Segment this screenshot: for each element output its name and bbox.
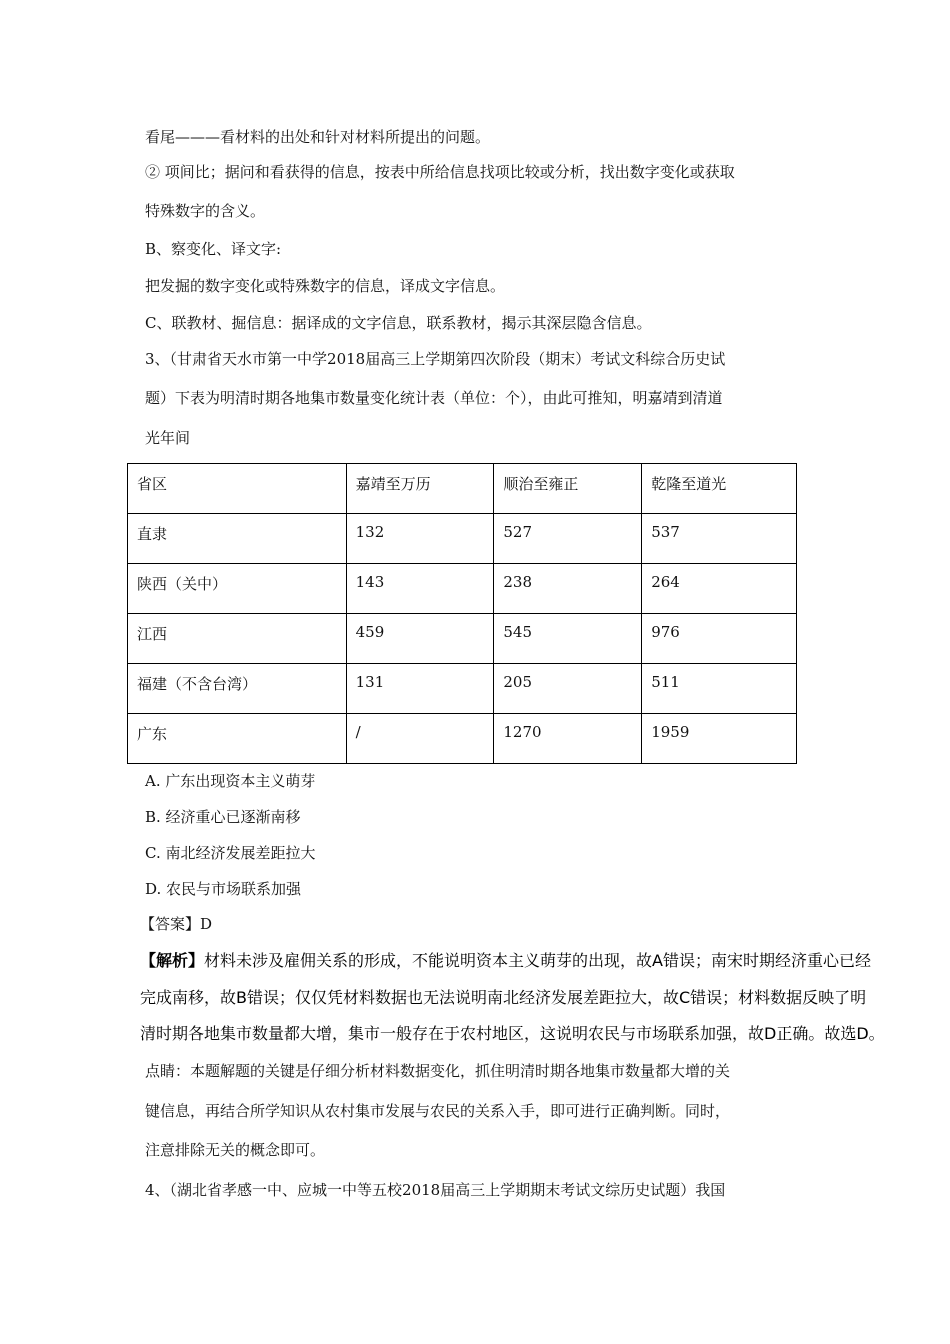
table-cell: / — [346, 714, 494, 764]
answer-value: D — [200, 915, 213, 933]
option-b: B. 经济重心已逐渐南移 — [145, 808, 301, 826]
table-cell: 238 — [494, 564, 642, 614]
table-header-cell: 顺治至雍正 — [494, 464, 642, 514]
table-cell: 直隶 — [128, 514, 347, 564]
paragraph-look-end: 看尾———看材料的出处和针对材料所提出的问题。 — [145, 128, 491, 146]
table-cell: 1959 — [642, 714, 797, 764]
table-cell: 511 — [642, 664, 797, 714]
table-header-row — [128, 464, 797, 514]
table-cell: 527 — [494, 514, 642, 564]
table-cell: 143 — [346, 564, 494, 614]
table-cell: 广东 — [128, 714, 347, 764]
table-cell: 福建（不含台湾） — [128, 664, 347, 714]
table-header-cell: 乾隆至道光 — [642, 464, 797, 514]
option-c: C. 南北经济发展差距拉大 — [145, 844, 316, 862]
question-4-line-1: 4、（湖北省孝感一中、应城一中等五校2018届高三上学期期末考试文综历史试题）我国 — [145, 1181, 726, 1199]
table-cell: 537 — [642, 514, 797, 564]
analysis-label: 【解析】 — [140, 951, 205, 970]
table-cell: 131 — [346, 664, 494, 714]
table-cell: 132 — [346, 514, 494, 564]
table-cell: 1270 — [494, 714, 642, 764]
comment-line-1: 点睛：本题解题的关键是仔细分析材料数据变化，抓住明清时期各地集市数量都大增的关 — [145, 1062, 731, 1080]
analysis-text-1: 材料未涉及雇佣关系的形成，不能说明资本主义萌芽的出现，故A错误；南宋时期经济重心已经 — [204, 951, 871, 970]
paragraph-item-compare: ② 项间比；据问和看获得的信息，按表中所给信息找项比较或分析，找出数字变化或获取 — [145, 163, 735, 181]
table-header-cell: 嘉靖至万历 — [346, 464, 494, 514]
table-row — [128, 664, 797, 714]
table-cell: 江西 — [128, 614, 347, 664]
paragraph-link-textbook: C、联教材、掘信息：据译成的文字信息，联系教材，揭示其深层隐含信息。 — [145, 314, 652, 332]
analysis-line-3: 清时期各地集市数量都大增，集市一般存在于农村地区，这说明农民与市场联系加强，故D正确。故选D。 — [140, 1024, 885, 1043]
paragraph-translate: 把发掘的数字变化或特殊数字的信息，译成文字信息。 — [145, 277, 506, 295]
analysis-line-2: 完成南移，故B错误；仅仅凭材料数据也无法说明南北经济发展差距拉大，故C错误；材料数据反映了明 — [140, 988, 867, 1007]
paragraph-item-compare-cont: 特殊数字的含义。 — [145, 202, 266, 220]
paragraph-observe-change: B、察变化、译文字: — [145, 240, 282, 258]
table-cell: 264 — [642, 564, 797, 614]
option-a: A. 广东出现资本主义萌芽 — [145, 772, 316, 790]
market-count-table — [127, 463, 797, 764]
table-row — [128, 514, 797, 564]
table-cell: 976 — [642, 614, 797, 664]
comment-line-3: 注意排除无关的概念即可。 — [145, 1141, 326, 1159]
table-cell: 545 — [494, 614, 642, 664]
table-row — [128, 614, 797, 664]
table-row — [128, 564, 797, 614]
analysis-line-1 — [140, 951, 871, 971]
question-3-line-3: 光年间 — [145, 429, 191, 447]
table-row — [128, 714, 797, 764]
answer-label: 【答案】 — [140, 915, 201, 933]
question-3-line-2: 题）下表为明清时期各地集市数量变化统计表（单位：个），由此可推知，明嘉靖到清道 — [145, 389, 723, 407]
table-cell: 459 — [346, 614, 494, 664]
table-cell: 陕西（关中） — [128, 564, 347, 614]
comment-line-2: 键信息，再结合所学知识从农村集市发展与农民的关系入手，即可进行正确判断。同时， — [145, 1102, 731, 1120]
table-header-cell: 省区 — [128, 464, 347, 514]
answer-line — [140, 914, 212, 934]
question-3-line-1: 3、（甘肃省天水市第一中学2018届高三上学期第四次阶段（期末）考试文科综合历史试 — [145, 350, 726, 368]
table-cell: 205 — [494, 664, 642, 714]
option-d: D. 农民与市场联系加强 — [145, 880, 302, 898]
